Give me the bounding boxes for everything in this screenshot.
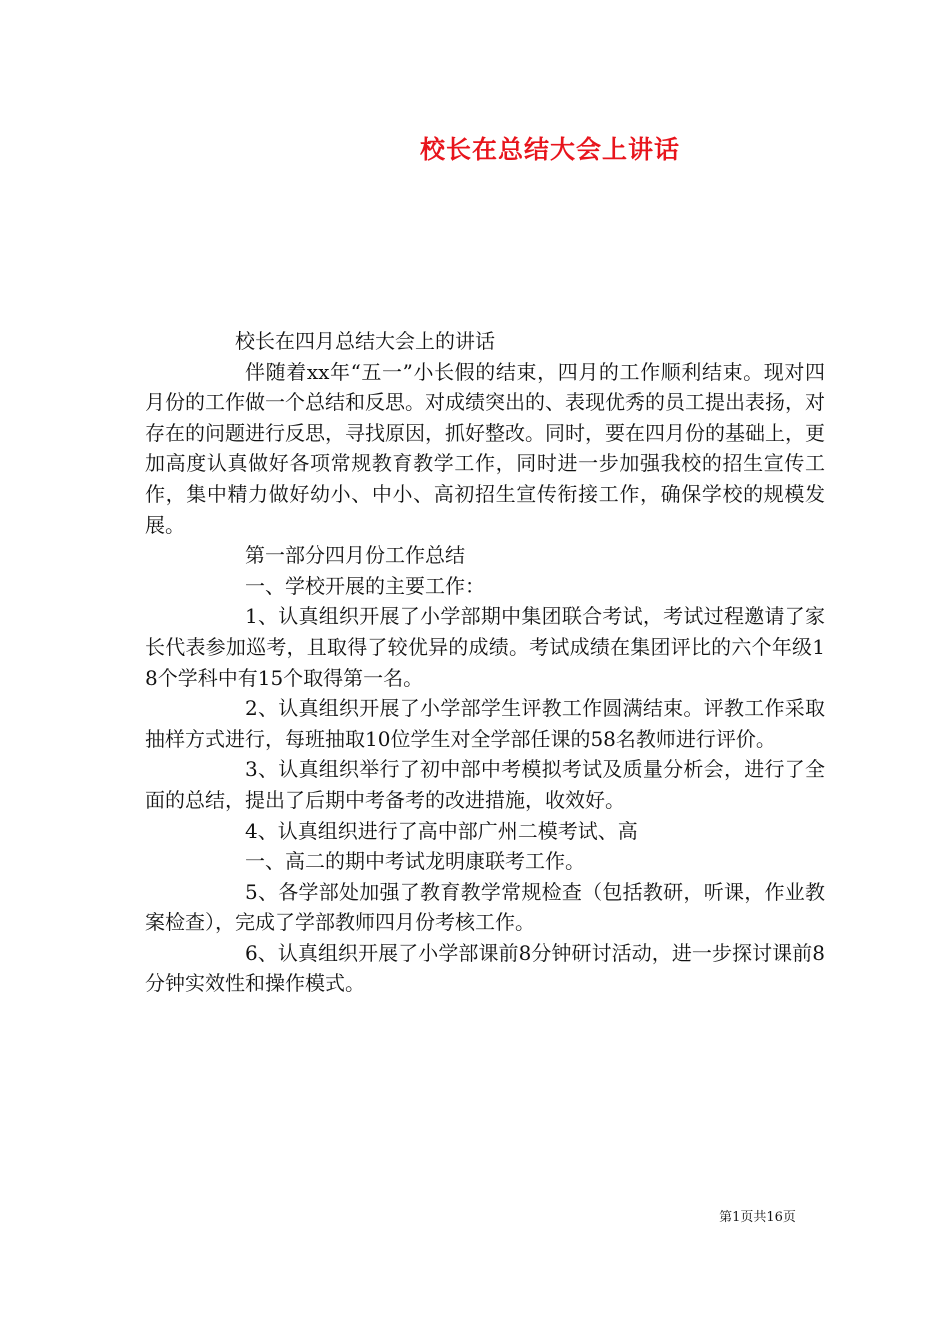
- subsection-heading: 一、学校开展的主要工作：: [245, 573, 485, 598]
- list-item: 6、认真组织开展了小学部课前8分钟研讨活动，进一步探讨课前8分钟实效性和操作模式。: [145, 940, 825, 996]
- list-item: 1、认真组织开展了小学部期中集团联合考试，考试过程邀请了家长代表参加巡考，且取得了较优异的成绩。考试成绩在集团评比的六个年级18个学科中有15个取得第一名。: [145, 604, 825, 690]
- section-heading: 第一部分四月份工作总结: [245, 543, 465, 568]
- list-item: 2、认真组织开展了小学部学生评教工作圆满结束。评教工作采取抽样方式进行，每班抽取10位学生对全学部任课的58名教师进行评价。: [145, 696, 825, 751]
- document-body: [145, 326, 825, 999]
- page-number: 第1页共16页: [719, 1210, 796, 1225]
- list-item: 4、认真组织进行了高中部广州二模考试、高: [245, 818, 638, 843]
- list-item-continuation: 一、高二的期中考试龙明康联考工作。: [245, 849, 585, 874]
- speech-heading: 校长在四月总结大会上的讲话: [235, 329, 495, 353]
- list-item: 5、各学部处加强了教育教学常规检查（包括教研，听课，作业教案检查），完成了学部教师四月份考核工作。: [145, 879, 825, 935]
- paragraph: 伴随着xx年“五一”小长假的结束，四月的工作顺利结束。现对四月份的工作做一个总结和反思。对成绩突出的、表现优秀的员工提出表扬，对存在的问题进行反思，寻找原因，抓好整改。同时，要在四月份的基础上，更加高度认真做好各项常规教育教学工作，同时进一步加强我校的招生宣传工作，集中精力做好幼小、中小、高初招生宣传衔接工作，确保学校的规模发展。: [145, 359, 825, 537]
- list-item: 3、认真组织举行了初中部中考模拟考试及质量分析会，进行了全面的总结，提出了后期中考备考的改进措施，收效好。: [145, 757, 825, 812]
- document-title: 校长在总结大会上讲话: [419, 135, 680, 164]
